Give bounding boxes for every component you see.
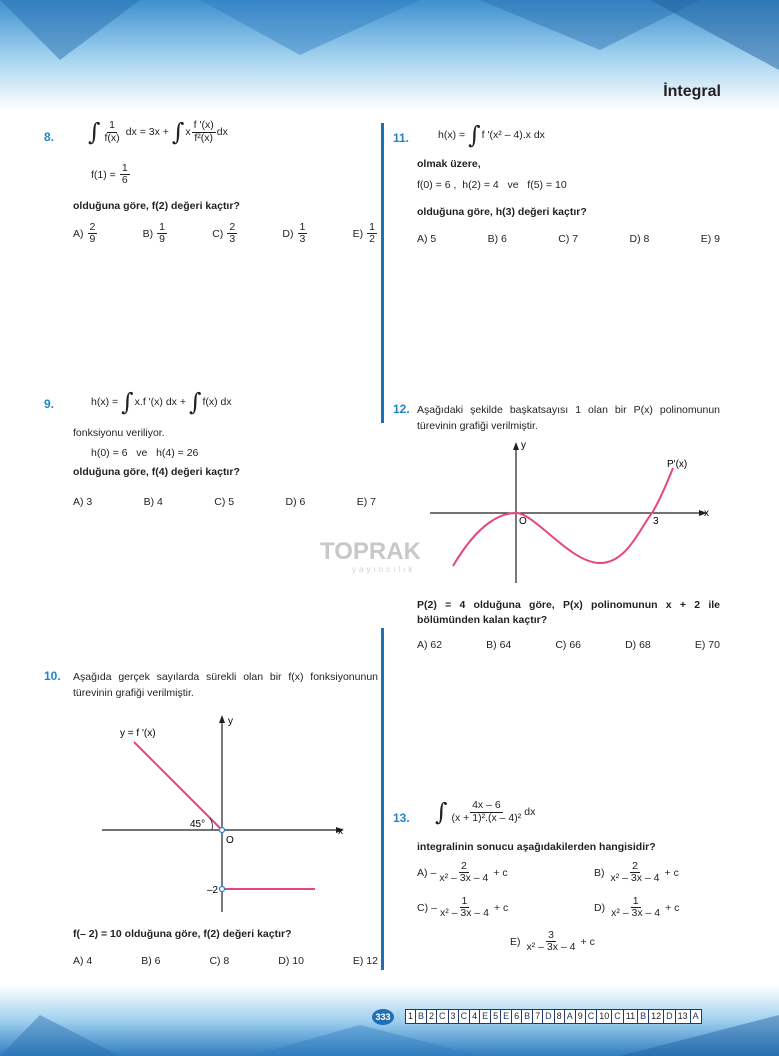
q11-equation: h(x) = ∫ f '(x² – 4).x dx [438,121,545,149]
q10-option-a[interactable]: A) 4 [73,955,93,967]
page-number-badge: 333 [372,1009,394,1025]
q12-option-c[interactable]: C) 66 [555,639,582,651]
curve-label: y = f '(x) [120,728,156,739]
q13-equation: ∫ $\frac{4x - 6}{\text{(x + 1)².(x – 4)²}}$ dx [435,798,536,826]
q10-text: Aşağıda gerçek sayılarda sürekli olan bir f(x) fonksiyonunun türevinin grafiği verilmiştir. [73,671,378,699]
q9-condition: h(0) = 6 ve h(4) = 26 [91,447,199,459]
question-number-13: 13. [393,811,410,825]
q9-option-e[interactable]: E) 7 [356,496,376,508]
section-title: İntegral [663,83,721,100]
q13-question: integralinin sonucu aşağıdakilerden hangisidir? [417,841,656,853]
q10-option-e[interactable]: E) 12 [352,955,378,967]
angle-label: 45° [190,819,206,830]
q9-intro: fonksiyonu veriliyor. [73,427,165,439]
q13-option-d[interactable]: D) $\frac{1}{\text{x² – 3x – 4}}$ + c [594,895,680,920]
q11-option-e[interactable]: E) 9 [700,233,720,245]
q8-option-c[interactable]: C) $\frac{2}{3}$ [212,221,236,246]
q10-option-c[interactable]: C) 8 [209,955,230,967]
open-point-minus2 [220,887,225,892]
q8-option-b[interactable]: B) $\frac{1}{9}$ [142,221,165,246]
answer-key [405,1009,702,1024]
curve-label: P'(x) [667,459,688,470]
q12-text: Aşağıdaki şekilde başkatsayısı 1 olan bir P(x) polinomunun türevinin grafiği verilmiştir. [417,404,720,432]
q10-graph [100,712,350,917]
q8-option-e[interactable]: E) $\frac{1}{2}$ [352,221,375,246]
q12-options [417,639,720,651]
q13-option-b[interactable]: B) $\frac{2}{\text{x² – 3x – 4}}$ + c [594,860,679,885]
answer-key-cell: A [692,1011,699,1021]
q12-option-a[interactable]: A) 62 [417,639,443,651]
q11-options [417,233,720,245]
derivative-curve [453,468,673,566]
q11-option-b[interactable]: B) 6 [487,233,507,245]
answer-key-cell: D [664,1010,676,1023]
q10-option-b[interactable]: B) 6 [141,955,161,967]
y-axis-arrow [219,715,225,723]
q9-option-d[interactable]: D) 6 [285,496,306,508]
answer-key-cell: C [437,1010,449,1023]
q8-question: olduğuna göre, f(2) değeri kaçtır? [73,200,240,212]
q13-option-a[interactable]: A) – $\frac{2}{\text{x² – 3x – 4}}$ + c [417,860,508,885]
answer-key-cell: A [565,1010,576,1023]
q9-options [73,496,376,508]
q10-option-d[interactable]: D) 10 [278,955,304,967]
q13-option-e[interactable]: E) $\frac{3}{\text{x² – 3x – 4}}$ + c [510,929,595,954]
q12-graph [425,438,715,588]
q9-question: olduğuna göre, f(4) değeri kaçtır? [73,466,240,478]
question-number-10: 10. [44,669,61,683]
answer-key-cell: 1 [406,1010,416,1023]
origin-label: O [226,835,234,846]
q12-option-b[interactable]: B) 64 [486,639,512,651]
x-axis-label: x [338,826,343,837]
answer-key-cell: 3 [449,1010,459,1023]
q8-options [73,222,378,245]
q8-option-d[interactable]: D) $\frac{1}{3}$ [282,221,306,246]
answer-key-cell: 12 [649,1010,664,1023]
column-divider [381,123,384,423]
answer-key-cell: B [416,1010,427,1023]
q9-option-b[interactable]: B) 4 [143,496,163,508]
question-number-8: 8. [44,130,55,144]
y-axis-label: y [521,440,526,451]
x-tick-label: 3 [653,516,659,527]
q8-equation: ∫ $\frac{1}{f(x)}$ dx = 3x + ∫ x $\frac{f '(x)}{\text{f²(x)}}$ dx [88,118,228,146]
q10-options [73,955,378,967]
answer-key-cell: C [459,1010,471,1023]
q9-option-a[interactable]: A) 3 [73,496,93,508]
answer-key-cell: C [586,1010,598,1023]
open-point-origin [220,828,225,833]
answer-key-cell: 2 [427,1010,437,1023]
q8-condition: f(1) = $\frac{1}{6}$ [91,162,128,187]
answer-key-cell: 7 [533,1010,543,1023]
header-decoration [0,0,779,110]
question-number-9: 9. [44,397,55,411]
question-number-11: 11. [393,131,410,145]
answer-key-cell: 13 [676,1010,691,1023]
answer-key-cell: 8 [555,1010,565,1023]
answer-key-cell: C [612,1010,624,1023]
q11-option-a[interactable]: A) 5 [417,233,437,245]
answer-key-cell: 10 [597,1010,612,1023]
answer-key-cell: 9 [576,1010,586,1023]
x-axis-label: x [704,508,709,519]
q13-option-c[interactable]: C) – $\frac{1}{\text{x² – 3x – 4}}$ + c [417,895,509,920]
y-tick-label: –2 [207,885,219,896]
column-divider [381,628,384,970]
answer-key-cell: 4 [470,1010,480,1023]
q11-given: olmak üzere, [417,158,481,170]
answer-key-cell: B [638,1010,649,1023]
publisher-watermark: TOPRAK [320,538,421,565]
answer-key-cell: 11 [624,1010,638,1023]
answer-key-cell: 5 [491,1010,501,1023]
answer-key-cell: D [543,1010,555,1023]
q12-question: P(2) = 4 olduğuna göre, P(x) polinomunun x + 2 ile bölümünden kalan kaçtır? [417,599,720,626]
q10-question: f(– 2) = 10 olduğuna göre, f(2) değeri kaçtır? [73,928,292,940]
answer-key-cell: 6 [512,1010,522,1023]
y-axis-arrow [513,442,519,450]
q11-option-d[interactable]: D) 8 [629,233,650,245]
publisher-watermark-sub: yayıncılık [352,565,416,574]
q12-option-e[interactable]: E) 70 [694,639,720,651]
y-axis-label: y [228,716,233,727]
q12-option-d[interactable]: D) 68 [625,639,651,651]
q8-option-a[interactable]: A) $\frac{2}{9}$ [73,221,96,246]
derivative-line-left [134,742,222,830]
answer-key-cell: E [501,1010,512,1023]
origin-label: O [519,516,527,527]
question-number-12: 12. [393,402,410,416]
q11-condition: f(0) = 6 , h(2) = 4 ve f(5) = 10 [417,179,567,191]
q11-option-c[interactable]: C) 7 [558,233,579,245]
answer-key-cell: E [480,1010,491,1023]
q9-equation: h(x) = ∫ x.f '(x) dx + ∫ f(x) dx [91,388,232,416]
answer-key-cell: B [522,1010,533,1023]
q11-question: olduğuna göre, h(3) değeri kaçtır? [417,206,587,218]
q9-option-c[interactable]: C) 5 [214,496,235,508]
